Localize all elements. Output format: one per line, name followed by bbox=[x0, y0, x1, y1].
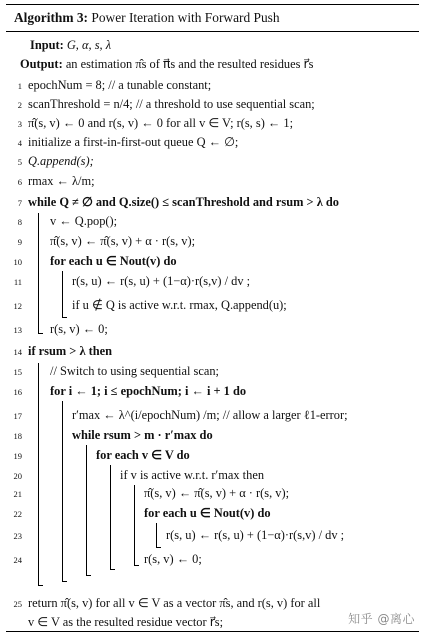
input-text: G, α, s, λ bbox=[66, 38, 112, 52]
line-text: rmax ← λ/m; bbox=[28, 174, 95, 188]
rsum-loop-bar bbox=[86, 445, 87, 575]
line-text: // Switch to using sequential scan; bbox=[50, 364, 219, 378]
line-text: scanThreshold = n/4; // a threshold to use sequential scan; bbox=[28, 97, 315, 111]
line-number: 9 bbox=[17, 237, 22, 247]
line-number: 16 bbox=[13, 387, 22, 397]
output-label: Output: bbox=[20, 57, 63, 71]
algorithm-title-prefix: Algorithm 3: bbox=[14, 10, 89, 25]
line-number: 20 bbox=[13, 471, 22, 481]
algorithm-title bbox=[14, 7, 280, 29]
line-number: 17 bbox=[13, 411, 22, 421]
line-text: r(s, u) ← r(s, u) + (1−α)·r(s,v) / dv ; bbox=[72, 274, 251, 288]
line-text: r′max ← λ^(i/epochNum) /m; // allow a larger ℓ1-error; bbox=[72, 408, 348, 422]
if-block-end bbox=[38, 585, 43, 586]
line-text: r(s, v) ← 0; bbox=[144, 552, 202, 566]
line-text: Q.append(s); bbox=[28, 154, 94, 168]
for-block-bar bbox=[62, 271, 63, 317]
watermark: 知乎 @离心 bbox=[348, 612, 415, 626]
line-text: v ← Q.pop(); bbox=[50, 214, 118, 228]
while-block-end bbox=[38, 333, 43, 334]
algorithm-title-name: Power Iteration with Forward Push bbox=[91, 10, 280, 25]
line-number: 18 bbox=[13, 431, 22, 441]
neighbor-loop-bar bbox=[156, 523, 157, 547]
neighbor-loop-end bbox=[156, 547, 161, 548]
line-number: 13 bbox=[13, 325, 22, 335]
title-divider bbox=[6, 31, 419, 32]
if-block-bar bbox=[38, 363, 39, 585]
algorithm-box bbox=[6, 4, 419, 632]
line-text: if u ∉ Q is active w.r.t. rmax, Q.append(u); bbox=[72, 298, 287, 312]
line-number: 12 bbox=[13, 301, 22, 311]
line-number: 11 bbox=[13, 277, 22, 287]
rsum-loop-end bbox=[86, 575, 91, 576]
epoch-loop-bar bbox=[62, 401, 63, 581]
line-text: r(s, u) ← r(s, u) + (1−α)·r(s,v) / dv ; bbox=[166, 528, 345, 542]
line-number: 10 bbox=[13, 257, 22, 267]
line-text: r(s, v) ← 0; bbox=[50, 322, 108, 336]
line-text: while rsum > m · r′max do bbox=[72, 428, 213, 442]
active-block-bar bbox=[134, 485, 135, 565]
line-number: 19 bbox=[13, 451, 22, 461]
line-text: epochNum = 8; // a tunable constant; bbox=[28, 78, 212, 92]
line-text: π̂(s, v) ← π̂(s, v) + α · r(s, v); bbox=[50, 234, 196, 248]
input-label: Input: bbox=[30, 38, 64, 52]
while-block-bar bbox=[38, 213, 39, 333]
line-text: while Q ≠ ∅ and Q.size() ≤ scanThreshold and rsum > λ do bbox=[28, 195, 339, 209]
line-number: 3 bbox=[17, 119, 22, 129]
line-number: 15 bbox=[13, 367, 22, 377]
line-number: 21 bbox=[13, 489, 22, 499]
node-loop-end bbox=[110, 569, 115, 570]
epoch-loop-end bbox=[62, 581, 67, 582]
line-text: if v is active w.r.t. r′max then bbox=[120, 468, 265, 482]
line-number: 4 bbox=[17, 138, 22, 148]
line-text: for each v ∈ V do bbox=[96, 448, 190, 462]
output-text: an estimation π̂s of π⃗s and the resulted residues r⃗s bbox=[65, 57, 314, 71]
line-number: 1 bbox=[17, 81, 22, 91]
line-text: for each u ∈ Nout(v) do bbox=[50, 254, 177, 268]
line-text: π̂(s, v) ← π̂(s, v) + α · r(s, v); bbox=[144, 486, 290, 500]
line-text: initialize a first-in-first-out queue Q ← ∅; bbox=[28, 135, 239, 149]
line-number: 5 bbox=[17, 157, 22, 167]
line-text: if rsum > λ then bbox=[28, 344, 113, 358]
line-text: π̂(s, v) ← 0 and r(s, v) ← 0 for all v ∈ V; r(s, s) ← 1; bbox=[28, 116, 294, 130]
line-text: for each u ∈ Nout(v) do bbox=[144, 506, 271, 520]
line-number: 23 bbox=[13, 531, 22, 541]
line-text: for i ← 1; i ≤ epochNum; i ← i + 1 do bbox=[50, 384, 247, 398]
line-number: 7 bbox=[17, 198, 22, 208]
line-number: 22 bbox=[13, 509, 22, 519]
line-text: return π̂(s, v) for all v ∈ V as a vector π̂s, and r(s, v) for all bbox=[28, 596, 321, 610]
line-number: 24 bbox=[13, 555, 22, 565]
line-number: 25 bbox=[13, 599, 22, 609]
active-block-end bbox=[134, 565, 139, 566]
line-number: 6 bbox=[17, 177, 22, 187]
line-number: 8 bbox=[17, 217, 22, 227]
line-number: 14 bbox=[13, 347, 22, 357]
line-text: v ∈ V as the resulted residue vector r⃗s; bbox=[28, 615, 224, 629]
line-number: 2 bbox=[17, 100, 22, 110]
for-block-end bbox=[62, 317, 67, 318]
node-loop-bar bbox=[110, 465, 111, 569]
